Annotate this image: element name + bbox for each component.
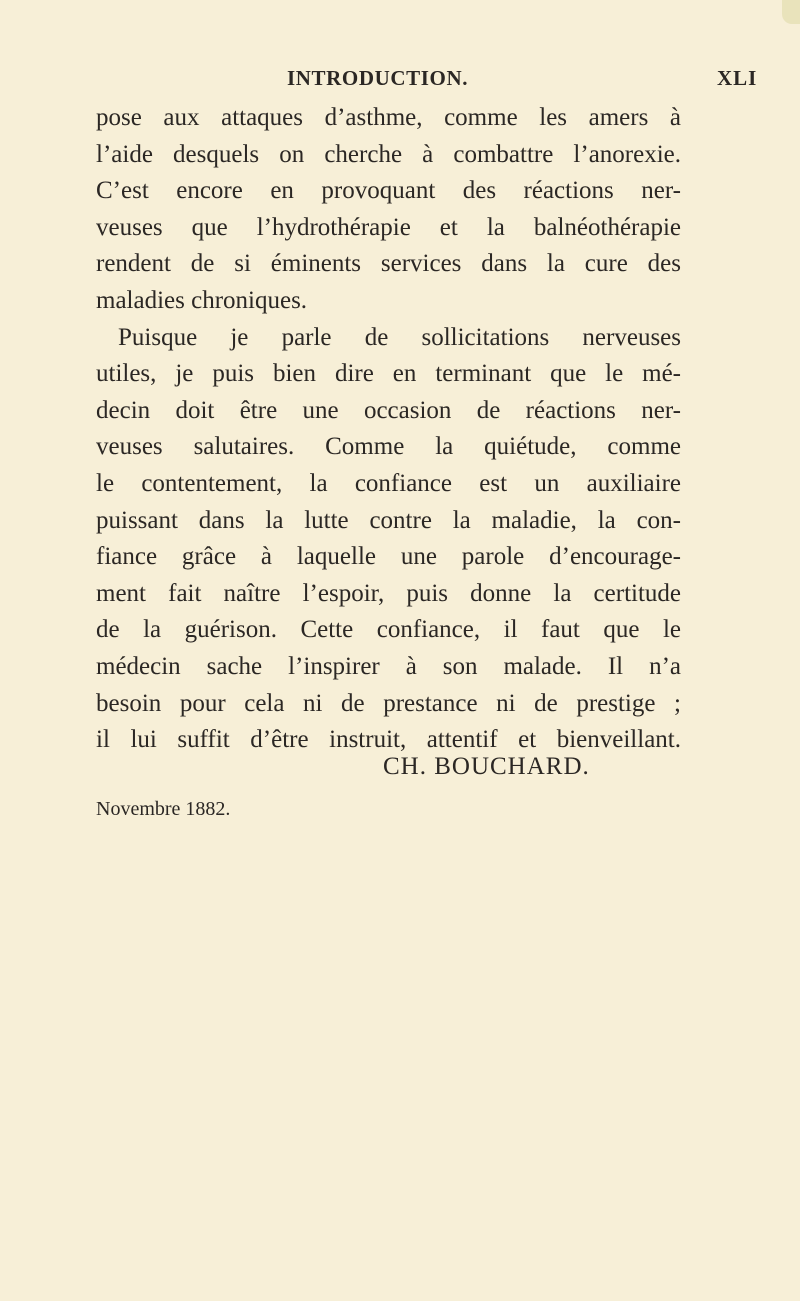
page-number: XLI bbox=[717, 66, 758, 90]
body-line: ment fait naître l’espoir, puis donne la certitude bbox=[96, 579, 681, 607]
body-line: maladies chroniques. bbox=[96, 286, 308, 314]
body-line: médecin sache l’inspirer à son malade. Il n’a bbox=[96, 652, 681, 680]
body-line: rendent de si éminents services dans la cure des bbox=[96, 250, 681, 278]
page-corner-mark bbox=[782, 0, 800, 24]
body-line: decin doit être une occasion de réactions ner- bbox=[96, 396, 681, 424]
body-line: utiles, je puis bien dire en terminant que le mé- bbox=[96, 360, 681, 388]
author-signature: CH. BOUCHARD. bbox=[383, 753, 590, 780]
body-line: besoin pour cela ni de prestance ni de prestige ; bbox=[96, 689, 681, 717]
date-line: Novembre 1882. bbox=[96, 798, 231, 820]
body-line: fiance grâce à laquelle une parole d’encourage- bbox=[96, 543, 681, 571]
body-line: l’aide desquels on cherche à combattre l’anorexie. bbox=[96, 140, 681, 168]
body-text bbox=[96, 100, 681, 759]
body-line: de la guérison. Cette confiance, il faut que le bbox=[96, 616, 681, 644]
body-line: pose aux attaques d’asthme, comme les amers à bbox=[96, 104, 681, 131]
body-line: puissant dans la lutte contre la maladie, la con- bbox=[96, 506, 681, 534]
body-line: le contentement, la confiance est un auxiliaire bbox=[96, 469, 681, 497]
body-line: C’est encore en provoquant des réactions ner- bbox=[96, 177, 681, 205]
running-head: INTRODUCTION. bbox=[287, 66, 469, 90]
body-line: il lui suffit d’être instruit, attentif et bienveillant. bbox=[96, 726, 681, 754]
body-line: Puisque je parle de sollicitations nerveuses bbox=[118, 323, 681, 351]
body-line: veuses salutaires. Comme la quiétude, comme bbox=[96, 433, 681, 461]
body-line: veuses que l’hydrothérapie et la balnéothérapie bbox=[96, 213, 681, 241]
